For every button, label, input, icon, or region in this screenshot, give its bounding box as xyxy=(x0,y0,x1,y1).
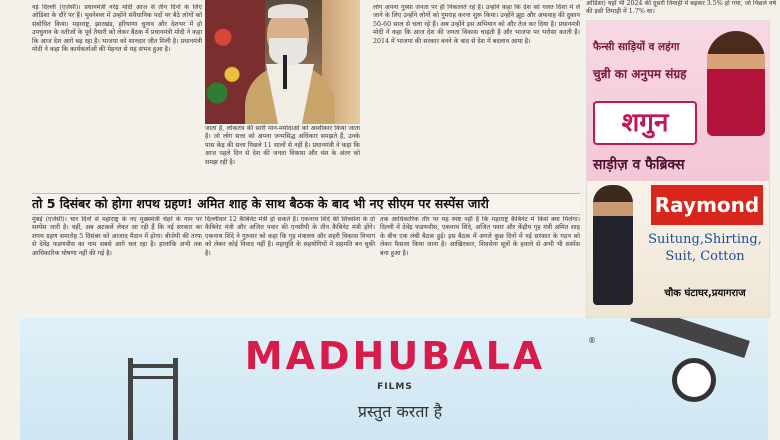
shagun-tagline-2: चुन्नी का अनुपम संग्रह xyxy=(593,67,687,81)
raymond-address: चौक घंटाघर,प्रयागराज xyxy=(664,288,746,299)
banner-brand: MADHUBALA xyxy=(244,334,546,378)
gate-icon xyxy=(128,358,178,440)
article-bottom-column-2: दिल्लीवार 12 कैबिनेट मंत्री हो सकते हैं। एकनाथ शिंदे की शिवसेना के दो कैबिनेट मंत्री और अजित पवार की एनसीपी के तीन कैबिनेट मंत्री होंगे। एकनाथ शिंदे ने गुरुवार को कहा कि गृह मंत्रालय और शहरी विकास विभाग को लेकर कोई विवाद नहीं है। महायुति के सहयोगियों में सहमति बन चुकी है। xyxy=(205,216,375,257)
advertisement-column xyxy=(586,20,770,318)
top-right-snippet: ओडिशा) यहाँ भी 2024 की दूसरी तिमाही में बढ़कर 3.5% हो गया, जो पिछले वर्ष की इसी तिमाही में 1.7% था। xyxy=(586,0,776,16)
raymond-ad xyxy=(587,181,769,317)
shagun-category: साड़ीज़ व फैब्रिक्स xyxy=(593,157,685,173)
article-headline: तो 5 दिसंबर को होगा शपथ ग्रहण! अमित शाह के साथ बैठक के बाद भी नए सीएम पर सस्पेंस जारी xyxy=(32,193,580,215)
raymond-products: Suitung,Shirting, Suit, Cotton xyxy=(648,232,762,264)
article-bottom-column-3: तक आधिकारिक तौर पर यह स्पष्ट नहीं है कि महाराष्ट्र कैबिनेट में किसे क्या मिलेगा। दिल्ली में देवेंद्र फडणवीस, एकनाथ शिंदे, अजित पवार और केंद्रीय गृह मंत्री अमित शाह के बीच एक लंबी बैठक हुई। इस बैठक में अगले कुछ दिनों में नई सरकार के गठन को लेकर फैसला किया जाना है। आखिरकार, शिवसेना सूत्रों के हवाले से अभी भी सस्पेंस बना हुआ है। xyxy=(380,216,580,257)
shagun-ad xyxy=(587,21,769,181)
shagun-tagline: फैन्सी साड़ियों व लहंगा xyxy=(593,41,680,53)
article-top-column-1: नई दिल्ली (एजेंसी)। प्रधानमंत्री नरेंद्र मोदी आज से तीन दिनों के लिए ओडिशा के दौरे पर हैं। भुवनेश्वर में उन्होंने संवैधानिक पदों पर बैठे लोगों को संबोधित किया। महाराष्ट्र, झारखंड, हरियाणा चुनाव और देशभर में हो उपचुनाव के नतीजों के पूर्व तैयारी को लेकर बैठक में प्रधानमंत्री मोदी ने कहा कि आज देश आगे बढ़ रहा है। भाजपा को शानदार जीत मिली है। प्रधानमंत्री मोदी ने कहा कि कार्यकर्ताओं की मेहनत से यह संभव हुआ है। xyxy=(32,4,202,54)
article-photo xyxy=(205,0,360,124)
registered-mark: ® xyxy=(588,336,596,345)
article-bottom-column-1: मुंबई (एजेंसी)। चार दिनों से महाराष्ट्र के नए मुख्यमंत्री चेहरे के नाम पर सस्पेंस जारी है। वहीं, अब अटकलें लेकर आ रही हैं कि नई सरकार का शपथ ग्रहण समारोह 5 दिसंबर को आजाद मैदान में होगा। बीजेपी की तरफ से देवेंद्र फडणवीस का नाम सबसे आगे चल रहा है। हालांकि अभी तक आधिकारिक घोषणा नहीं की गई है। xyxy=(32,216,202,257)
film-strip-icon xyxy=(630,318,750,358)
banner-presents: प्रस्तुत करता है xyxy=(357,402,443,421)
suited-model-image xyxy=(593,185,633,305)
model-image xyxy=(707,31,765,136)
film-reel-icon xyxy=(672,358,716,402)
madhubala-banner xyxy=(20,318,768,440)
shagun-logo: शगुन xyxy=(593,101,697,145)
raymond-logo: Raymond xyxy=(651,185,763,225)
banner-films: FILMS xyxy=(377,382,413,392)
article-top-column-3: लोग अपना गुस्सा जनता पर ही निकालते रहे हैं। उन्होंने कहा कि देश को गलत दिशा में ले जाने के लिए उन्होंने लोगों को गुमराह करना शुरू किया। उन्होंने झूठ और अफवाह की दुकान 50-60 साल से चला रहे हैं। अब उन्होंने इस अभियान को और तेज कर दिया है। प्रधानमंत्री मोदी ने कहा कि आज देश की जनता विकास चाहती है और भाजपा पर भरोसा करती है। 2014 में भाजपा की सरकार बनने के बाद से देश में बदलाव आया है। xyxy=(373,4,580,45)
article-top-column-2: जाता है, लोकतंत्र की सारी मान-मर्यादाओं को अस्वीकार किया जाता है। जो लोग सत्ता को अपना जन्मसिद्ध अधिकार समझते हैं, उनके पास केंद्र की सत्ता पिछले 11 सालों से नहीं है। प्रधानमंत्री ने कहा कि आज पहले दिन से देश की जनता विकास और वंश के अंतर को समझ रही है। xyxy=(205,125,360,166)
